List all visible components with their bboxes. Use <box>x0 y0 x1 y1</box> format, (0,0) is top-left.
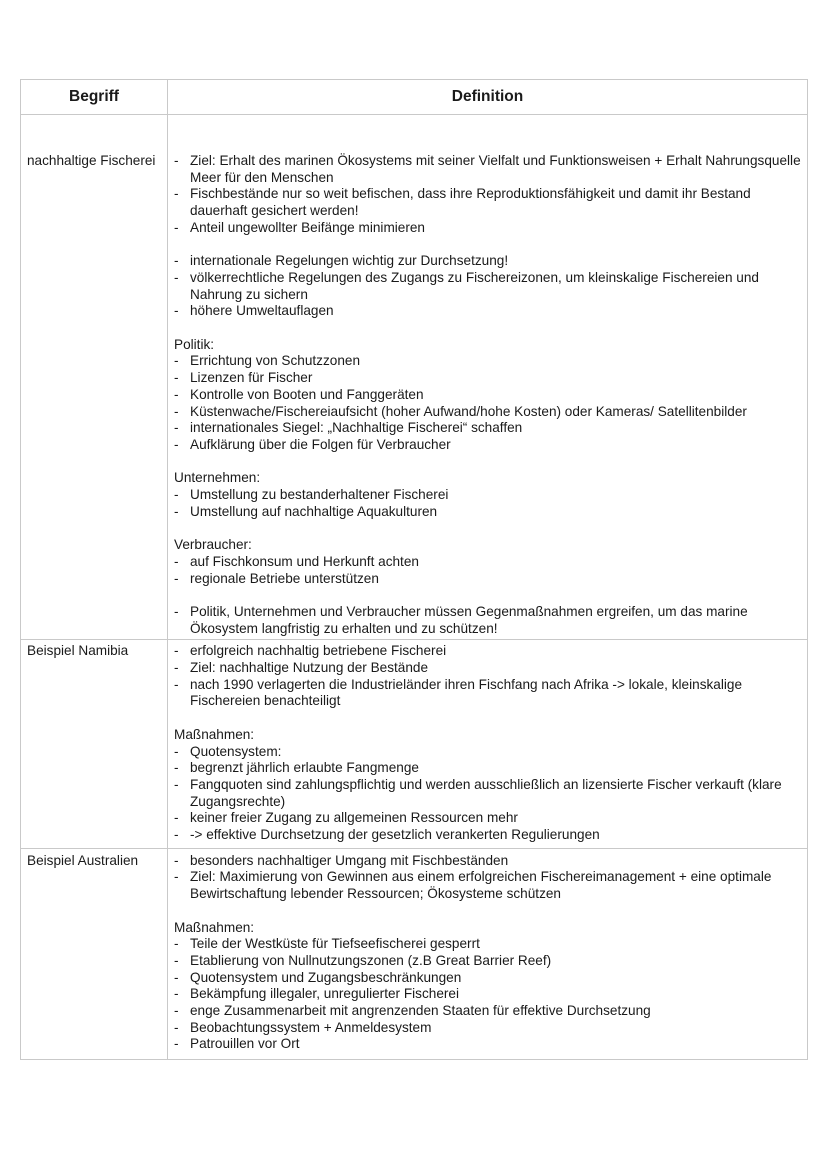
dash-bullet: - <box>174 1019 179 1035</box>
list-item-text: höhere Umweltauflagen <box>190 303 334 319</box>
list-item <box>174 1036 803 1053</box>
definition-block <box>174 727 803 844</box>
list-item <box>174 643 803 660</box>
list-item-text: besonders nachhaltiger Umgang mit Fischbeständen <box>190 852 509 868</box>
dash-bullet: - <box>174 676 179 692</box>
dash-bullet: - <box>174 660 179 676</box>
table-row <box>21 115 808 640</box>
header-definition: Definition <box>168 80 808 115</box>
block-gap <box>174 520 803 537</box>
block-gap <box>174 237 803 254</box>
dash-bullet: - <box>174 827 179 843</box>
list-item <box>174 777 803 810</box>
block-gap <box>174 454 803 471</box>
dash-bullet: - <box>174 969 179 985</box>
list-item-text: Etablierung von Nullnutzungszonen (z.B Great Barrier Reef) <box>190 952 552 968</box>
term-cell: Beispiel Namibia <box>21 640 168 848</box>
list-item <box>174 869 803 902</box>
definition-block <box>174 604 803 637</box>
definition-block <box>174 537 803 587</box>
list-item <box>174 253 803 270</box>
dash-bullet: - <box>174 869 179 885</box>
list-item-text: nach 1990 verlagerten die Industrieländer ihren Fischfang nach Afrika -> lokale, kleinskalige Fischereien benachteiligt <box>190 676 743 709</box>
block-gap <box>174 320 803 337</box>
dash-bullet: - <box>174 370 179 386</box>
list-item-text: -> effektive Durchsetzung der gesetzlich verankerten Regulierungen <box>190 827 600 843</box>
list-item <box>174 153 803 186</box>
dash-bullet: - <box>174 570 179 586</box>
dash-bullet: - <box>174 186 179 202</box>
list-item <box>174 303 803 320</box>
dash-bullet: - <box>174 810 179 826</box>
dash-bullet: - <box>174 353 179 369</box>
list-item <box>174 353 803 370</box>
list-item <box>174 487 803 504</box>
list-item-text: keiner freier Zugang zu allgemeinen Ressourcen mehr <box>190 810 518 826</box>
list-item <box>174 571 803 588</box>
table-row <box>21 848 808 1059</box>
list-item <box>174 953 803 970</box>
block-heading: Maßnahmen: <box>174 919 255 935</box>
list-item-text: Ziel: Maximierung von Gewinnen aus einem erfolgreichen Fischereimanagement + eine optimale Bewirtschaftung lebender Ressourcen; Ökosysteme schützen <box>190 869 772 902</box>
dash-bullet: - <box>174 743 179 759</box>
list-item <box>174 970 803 987</box>
list-item-text: Küstenwache/Fischereiaufsicht (hoher Aufwand/hohe Kosten) oder Kameras/ Satellitenbilder <box>190 403 747 419</box>
dash-bullet: - <box>174 776 179 792</box>
dash-bullet: - <box>174 936 179 952</box>
list-item-text: Ziel: nachhaltige Nutzung der Bestände <box>190 660 429 676</box>
definition-block <box>174 153 803 237</box>
list-item <box>174 554 803 571</box>
block-gap <box>174 587 803 604</box>
list-item <box>174 420 803 437</box>
table-header-row <box>21 80 808 115</box>
list-item-text: regionale Betriebe unterstützen <box>190 570 379 586</box>
list-item <box>174 604 803 637</box>
list-item <box>174 810 803 827</box>
dash-bullet: - <box>174 269 179 285</box>
dash-bullet: - <box>174 760 179 776</box>
dash-bullet: - <box>174 986 179 1002</box>
block-gap <box>174 710 803 727</box>
list-item-text: Umstellung auf nachhaltige Aquakulturen <box>190 503 438 519</box>
dash-bullet: - <box>174 952 179 968</box>
block-heading: Unternehmen: <box>174 470 261 486</box>
list-item <box>174 1020 803 1037</box>
block-heading: Politik: <box>174 336 215 352</box>
dash-bullet: - <box>174 303 179 319</box>
list-item-text: völkerrechtliche Regelungen des Zugangs zu Fischereizonen, um kleinskalige Fischereien und Nahrung zu sichern <box>190 269 759 302</box>
list-item <box>174 404 803 421</box>
definition-cell <box>168 848 808 1059</box>
dash-bullet: - <box>174 403 179 419</box>
list-item-text: auf Fischkonsum und Herkunft achten <box>190 553 419 569</box>
block-gap <box>174 903 803 920</box>
list-item <box>174 504 803 521</box>
dash-bullet: - <box>174 153 179 168</box>
definition-table <box>20 79 808 1060</box>
list-item-text: begrenzt jährlich erlaubte Fangmenge <box>190 760 419 776</box>
list-item-text: Teile der Westküste für Tiefseefischerei gesperrt <box>190 936 480 952</box>
list-item-text: internationales Siegel: „Nachhaltige Fischerei“ schaffen <box>190 420 523 436</box>
list-item-text: enge Zusammenarbeit mit angrenzenden Staaten für effektive Durchsetzung <box>190 1003 651 1019</box>
dash-bullet: - <box>174 253 179 269</box>
list-item <box>174 270 803 303</box>
list-item-text: Quotensystem und Zugangsbeschränkungen <box>190 969 462 985</box>
list-item <box>174 186 803 219</box>
dash-bullet: - <box>174 553 179 569</box>
list-item-text: Ziel: Erhalt des marinen Ökosystems mit seiner Vielfalt und Funktionsweisen + Erhalt Nahrungsquelle Meer für den Menschen <box>190 153 801 185</box>
list-item <box>174 387 803 404</box>
definition-block <box>174 253 803 320</box>
list-item <box>174 744 803 761</box>
dash-bullet: - <box>174 487 179 503</box>
list-item-text: Aufklärung über die Folgen für Verbraucher <box>190 436 451 452</box>
list-item-text: Anteil ungewollter Beifänge minimieren <box>190 219 425 235</box>
list-item-text: Kontrolle von Booten und Fanggeräten <box>190 386 424 402</box>
list-item <box>174 853 803 870</box>
list-item <box>174 677 803 710</box>
block-heading: Maßnahmen: <box>174 726 255 742</box>
list-item <box>174 986 803 1003</box>
list-item <box>174 827 803 844</box>
list-item-text: Fangquoten sind zahlungspflichtig und werden ausschließlich an lizensierte Fischer verkauft (klare Zugangsrechte) <box>190 776 782 809</box>
list-item-text: Lizenzen für Fischer <box>190 370 313 386</box>
dash-bullet: - <box>174 852 179 868</box>
dash-bullet: - <box>174 436 179 452</box>
term-cell: nachhaltige Fischerei <box>21 115 168 640</box>
list-item <box>174 437 803 454</box>
list-item <box>174 1003 803 1020</box>
dash-bullet: - <box>174 603 179 619</box>
definition-cell <box>168 115 808 640</box>
list-item-text: erfolgreich nachhaltig betriebene Fischerei <box>190 643 447 659</box>
definition-block <box>174 853 803 903</box>
dash-bullet: - <box>174 219 179 235</box>
definition-block <box>174 470 803 520</box>
dash-bullet: - <box>174 1036 179 1052</box>
term-cell: Beispiel Australien <box>21 848 168 1059</box>
list-item-text: Politik, Unternehmen und Verbraucher müssen Gegenmaßnahmen ergreifen, um das marine Ökosystem langfristig zu erhalten und zu schützen! <box>190 603 748 636</box>
list-item-text: Bekämpfung illegaler, unregulierter Fischerei <box>190 986 459 1002</box>
definition-block <box>174 643 803 710</box>
list-item-text: Umstellung zu bestanderhaltener Fischerei <box>190 487 449 503</box>
list-item <box>174 660 803 677</box>
definition-cell <box>168 640 808 848</box>
definition-block <box>174 337 803 454</box>
dash-bullet: - <box>174 386 179 402</box>
list-item-text: Quotensystem: <box>190 743 282 759</box>
dash-bullet: - <box>174 1003 179 1019</box>
table-row <box>21 640 808 848</box>
dash-bullet: - <box>174 643 179 659</box>
list-item <box>174 220 803 237</box>
list-item-text: Beobachtungssystem + Anmeldesystem <box>190 1019 432 1035</box>
dash-bullet: - <box>174 420 179 436</box>
list-item <box>174 370 803 387</box>
list-item-text: Fischbestände nur so weit befischen, dass ihre Reproduktionsfähigkeit und damit ihr Bestand dauerhaft gesichert werden! <box>190 186 751 219</box>
list-item-text: internationale Regelungen wichtig zur Durchsetzung! <box>190 253 509 269</box>
header-term: Begriff <box>21 80 168 115</box>
list-item-text: Patrouillen vor Ort <box>190 1036 300 1052</box>
block-heading: Verbraucher: <box>174 537 252 553</box>
list-item <box>174 936 803 953</box>
dash-bullet: - <box>174 503 179 519</box>
list-item <box>174 760 803 777</box>
definition-block <box>174 920 803 1054</box>
list-item-text: Errichtung von Schutzzonen <box>190 353 361 369</box>
